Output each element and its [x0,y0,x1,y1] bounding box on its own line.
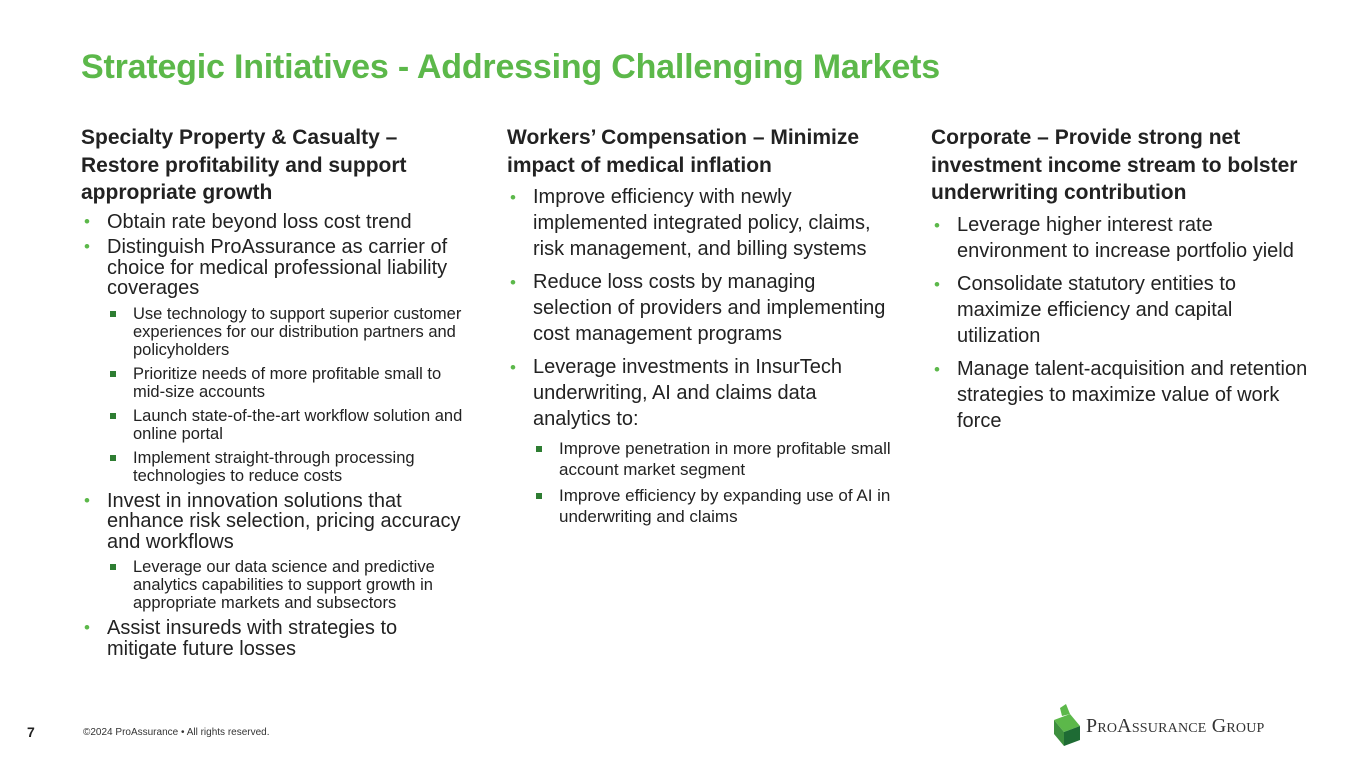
sub-bullet-item [533,486,892,527]
bullet-list [81,212,466,660]
sub-bullet-item [107,558,466,612]
sub-bullet-text: Implement straight-through processing technologies to reduce costs [133,448,415,485]
bullet-dot-icon: • [510,188,516,207]
slide-title: Strategic Initiatives - Addressing Challenging Markets [81,48,940,86]
sub-bullet-text: Leverage our data science and predictive analytics capabilities to support growth in appropriate markets and subsectors [133,558,435,612]
column-specialty-pc [81,124,466,664]
sub-bullet-item [107,407,466,443]
square-bullet-icon [110,455,116,461]
bullet-list [507,184,892,527]
sub-bullet-text: Launch state-of-the-art workflow solution and online portal [133,406,463,443]
bullet-dot-icon: • [934,359,940,379]
bullet-text: Consolidate statutory entities to maximize efficiency and capital utilization [957,272,1237,347]
square-bullet-icon [110,413,116,419]
bullet-item [81,618,466,659]
bullet-text: Invest in innovation solutions that enhance risk selection, pricing accuracy and workflows [107,489,461,553]
bullet-text: Reduce loss costs by managing selection of providers and implementing cost management programs [533,271,886,345]
bullet-dot-icon: • [84,618,90,637]
bullet-item [931,212,1316,264]
bullet-item [81,237,466,485]
sub-bullet-item [533,439,892,480]
column-heading: Specialty Property & Casualty – Restore profitability and support appropriate growth [81,126,407,204]
bullet-item [507,184,892,262]
column-heading: Workers’ Compensation – Minimize impact of medical inflation [507,126,860,177]
bullet-dot-icon: • [510,273,516,292]
sub-bullet-text: Use technology to support superior customer experiences for our distribution partners and policyholders [133,304,462,359]
bullet-item [507,354,892,527]
column-heading: Corporate – Provide strong net investment income stream to bolster underwriting contribution [931,126,1298,204]
bullet-text: Leverage higher interest rate environment to increase portfolio yield [957,213,1294,262]
sub-bullet-text: Improve penetration in more profitable small account market segment [559,439,891,479]
sub-bullet-item [107,365,466,401]
bullet-item [931,271,1316,349]
bullet-dot-icon: • [84,490,90,510]
bullet-dot-icon: • [84,237,90,256]
bullet-item [931,356,1316,434]
copyright-text: ©2024 ProAssurance • All rights reserved. [83,727,270,738]
bullet-text: Assist insureds with strategies to mitigate future losses [107,617,398,660]
bullet-dot-icon: • [934,274,940,294]
bullet-text: Obtain rate beyond loss cost trend [107,210,412,233]
bullet-dot-icon: • [84,211,90,231]
column-corporate [931,124,1316,441]
sub-bullet-list [107,558,466,612]
bullet-list [931,212,1316,434]
logo-mark-icon [1052,704,1082,748]
square-bullet-icon [536,446,542,452]
bullet-dot-icon: • [510,358,516,377]
bullet-text: Improve efficiency with newly implemented integrated policy, claims, risk management, and billing systems [533,186,871,260]
sub-bullet-list [533,439,892,527]
sub-bullet-item [107,305,466,359]
bullet-text: Manage talent-acquisition and retention strategies to maximize value of work force [957,357,1308,432]
sub-bullet-text: Prioritize needs of more profitable small to mid-size accounts [133,364,442,401]
bullet-item [81,491,466,613]
bullet-item [81,212,466,233]
bullet-text: Leverage investments in InsurTech underwriting, AI and claims data analytics to: [533,356,843,430]
bullet-text: Distinguish ProAssurance as carrier of choice for medical professional liability coverages [107,236,448,299]
company-logo [1052,704,1342,748]
square-bullet-icon [110,564,116,570]
square-bullet-icon [110,311,116,317]
sub-bullet-list [107,305,466,485]
square-bullet-icon [536,493,542,499]
page-number: 7 [27,724,35,740]
sub-bullet-text: Improve efficiency by expanding use of AI in underwriting and claims [559,486,891,526]
square-bullet-icon [110,371,116,377]
bullet-item [507,269,892,347]
logo-wordmark: ProAssurance Group [1086,715,1265,737]
bullet-dot-icon: • [934,215,940,235]
column-workers-comp [507,124,892,534]
sub-bullet-item [107,449,466,485]
